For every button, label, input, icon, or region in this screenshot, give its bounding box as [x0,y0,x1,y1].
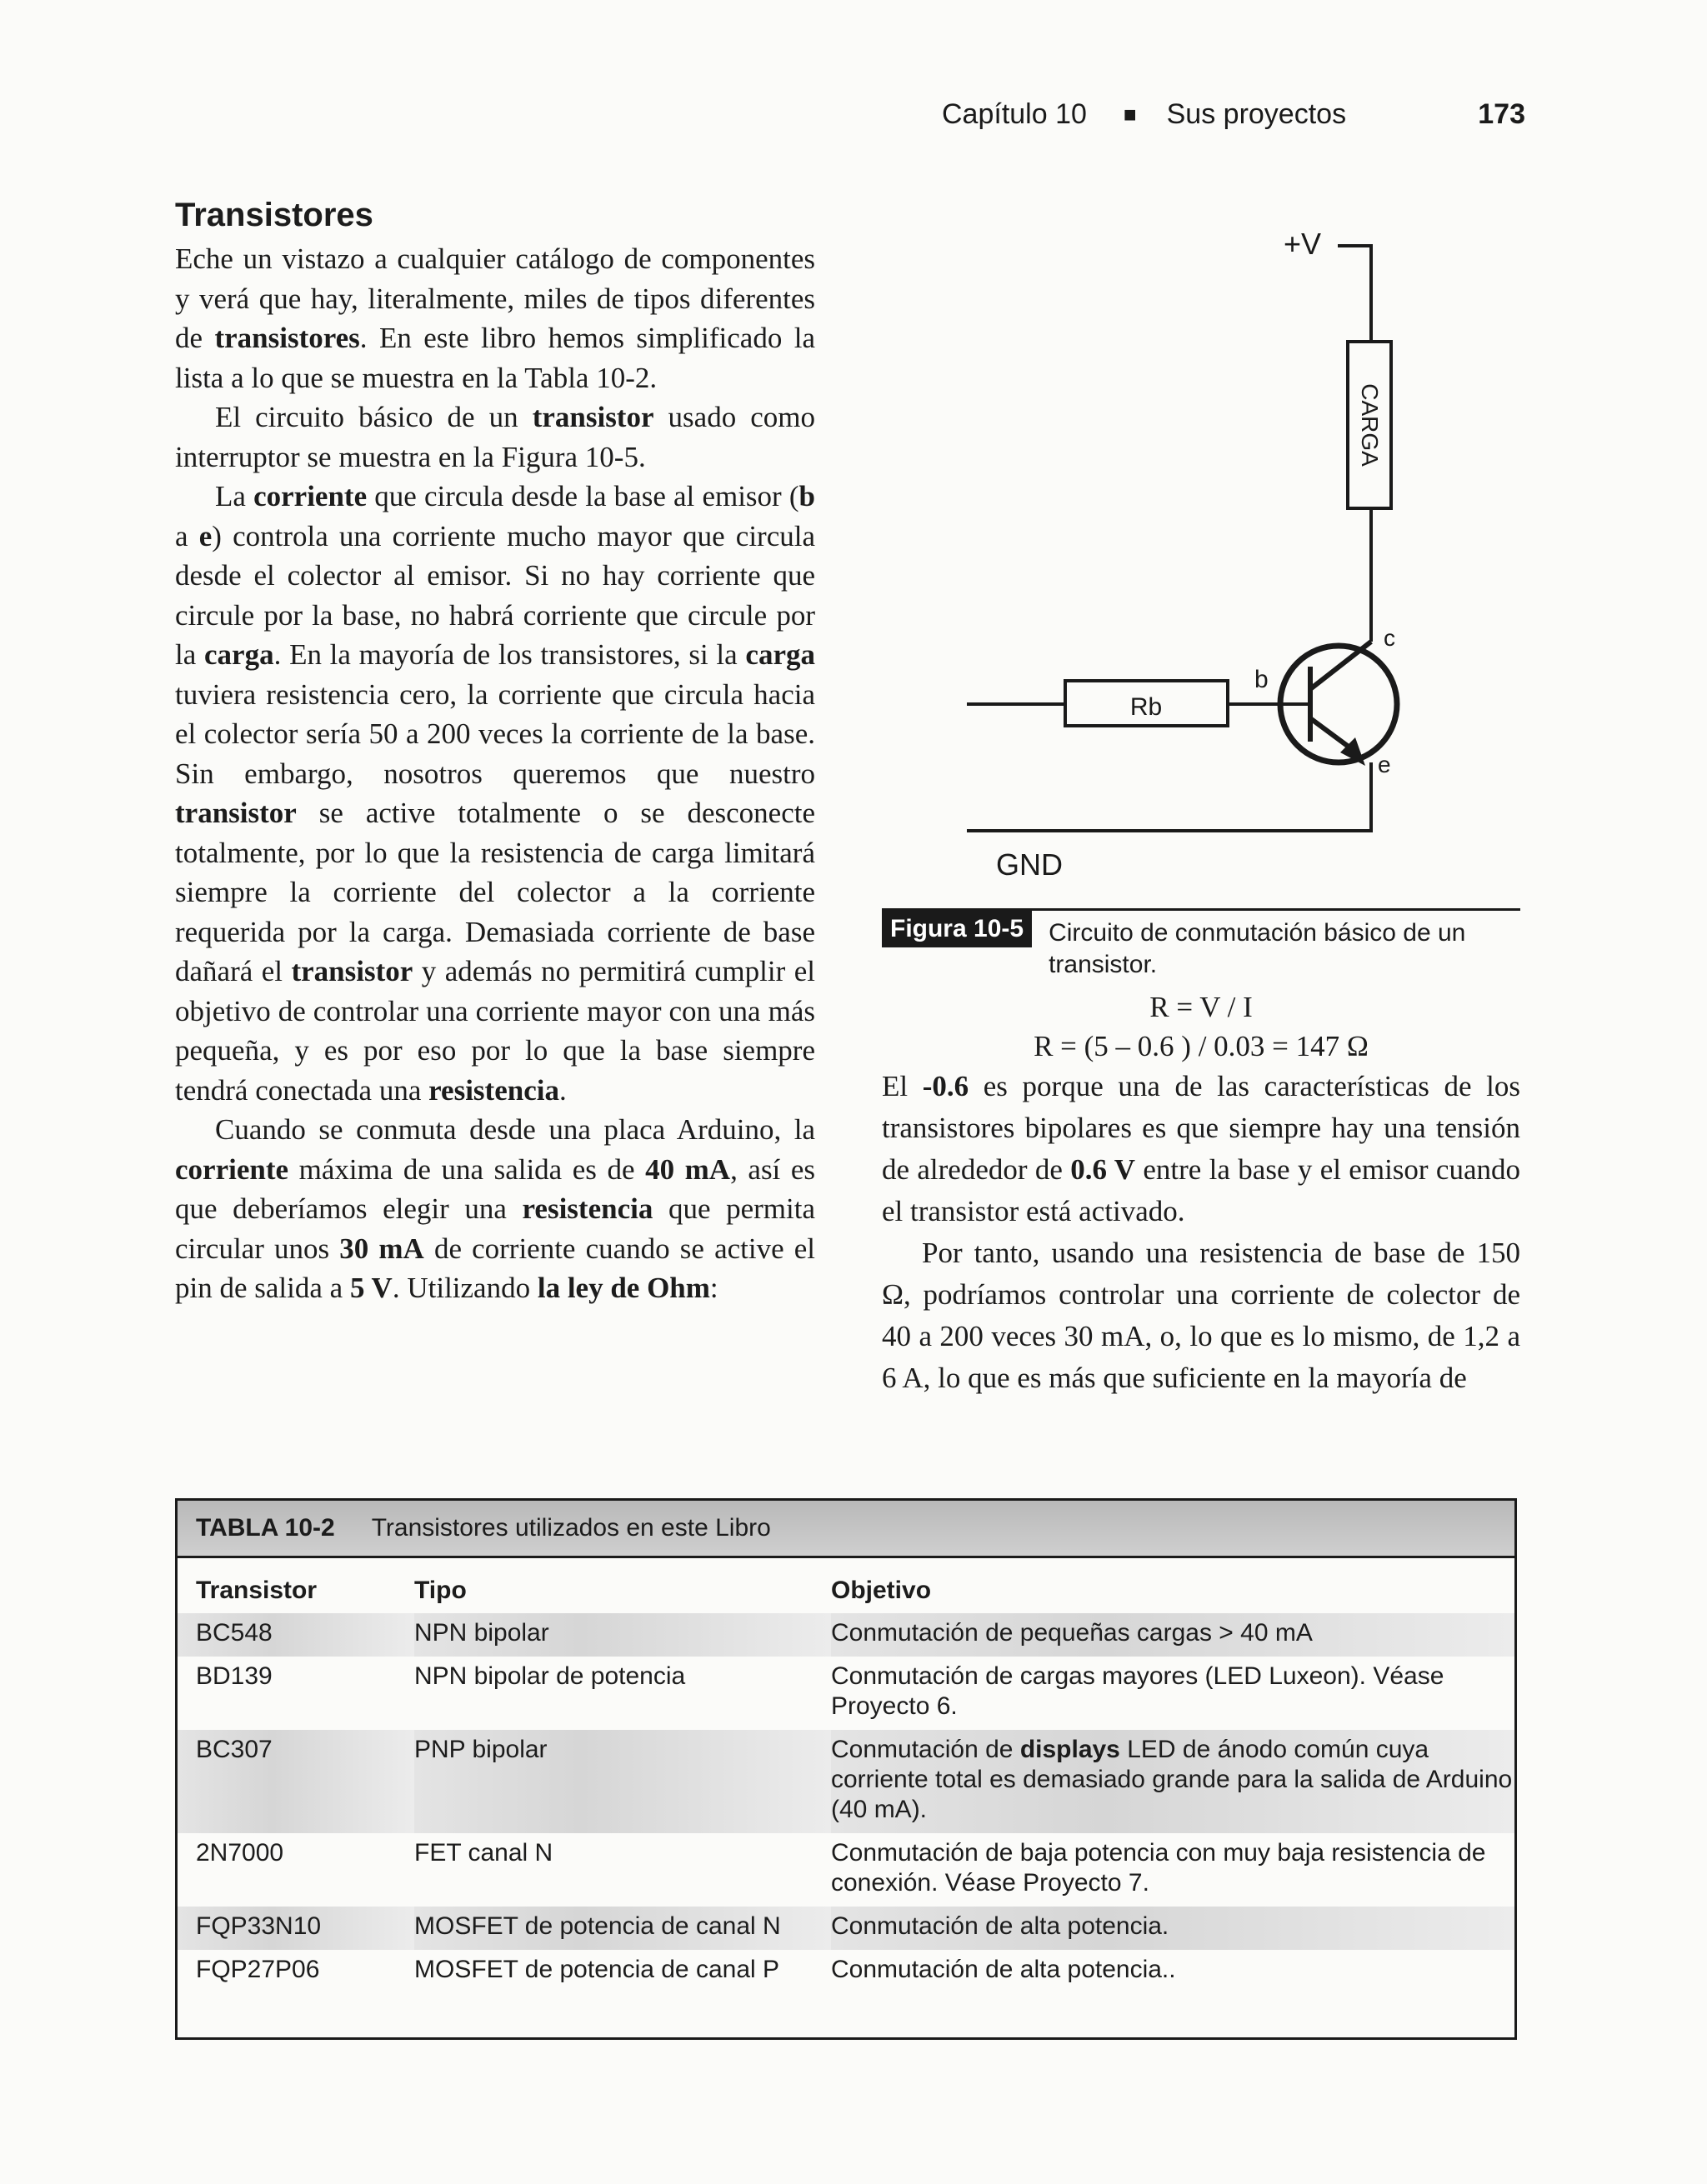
cell-tipo: PNP bipolar [414,1730,831,1833]
table-row [178,1950,1514,1993]
cell-objetivo: Conmutación de displays LED de ánodo común cuya corriente total es demasiado grande para la salida de Arduino (40 mA). [831,1730,1514,1833]
header-separator: ■ [1123,102,1137,127]
table-header-row [178,1558,1514,1613]
supply-label: +V [1284,227,1322,261]
table-row [178,1730,1514,1833]
table-tag: TABLA 10-2 [196,1514,335,1542]
resistor-label: Rb [1129,693,1163,721]
figure-caption [882,908,1520,981]
cell-tipo: FET canal N [414,1839,553,1867]
table-row [178,1833,1514,1907]
cell-transistor: BD139 [196,1662,273,1690]
paragraph: La corriente que circula desde la base al emisor (b a e) controla una corriente mucho mayor que circula desde el colector al emisor. Si no hay corriente que circule por la base, no habrá corriente que circule por la carga. En la mayoría de los transistores, si la carga tuviera resistencia cero, la corriente que circula hacia el colector sería 50 a 200 veces la corriente de la base. Sin embargo, nosotros queremos que nuestro transistor se active totalmente o se desconecte totalmente, por lo que la resistencia de carga limitará siempre la corriente del colector a la corriente requerida por la carga. Demasiada corriente de base dañará el transistor y además no permitirá cumplir el objetivo de controlar una corriente mayor con una más pequeña, y es por eso por lo que la base siempre tendrá conectada una resistencia. [175,480,815,1107]
cell-transistor: FQP33N10 [178,1907,414,1950]
cell-tipo: NPN bipolar [414,1613,831,1657]
column-header: Tipo [414,1577,467,1604]
figure-caption-text: Circuito de conmutación básico de un transistor. [1049,919,1466,978]
paragraph: El circuito básico de un transistor usado como interruptor se muestra en la Figura 10-5. [175,401,816,473]
cell-objetivo: Conmutación de baja potencia con muy baja resistencia de conexión. Véase Proyecto 7. [831,1839,1486,1897]
cell-tipo: MOSFET de potencia de canal P [414,1956,780,1983]
cell-objetivo: Conmutación de pequeñas cargas > 40 mA [831,1613,1514,1657]
transistor-table [175,1498,1517,2040]
table-row [178,1657,1514,1730]
load-label: CARGA [1357,383,1383,467]
column-header: Objetivo [831,1577,932,1604]
section-label: Sus proyectos [1166,98,1347,130]
table-row [178,1907,1514,1950]
cell-tipo: NPN bipolar de potencia [414,1662,686,1690]
column-header: Transistor [196,1577,318,1604]
section-title: Transistores [175,197,373,233]
left-column [175,197,815,1308]
page-number: 173 [1478,98,1525,130]
cell-objetivo: Conmutación de cargas mayores (LED Luxeon). Véase Proyecto 6. [831,1662,1444,1720]
table-header-bar [178,1501,1514,1558]
cell-transistor: FQP27P06 [196,1956,320,1983]
table-row [178,1613,1514,1657]
paragraph: Eche un vistazo a cualquier catálogo de componentes y verá que hay, literalmente, miles de tipos diferentes de transistores. En este libro hemos simplificado la lista a lo que se muestra en la Tabla 10-2. [175,242,815,394]
paragraph: Por tanto, usando una resistencia de base de 150 Ω, podríamos controlar una corriente de colector de 40 a 200 veces 30 mA, o, lo que es lo mismo, de 1,2 a 6 A, lo que es más que suficiente en la mayoría de [882,1237,1520,1394]
paragraph: El -0.6 es porque una de las características de los transistores bipolares es que siempre hay una tensión de alrededor de 0.6 V entre la base y el emisor cuando el transistor está activado. [882,1070,1520,1227]
cell-transistor: BC548 [178,1613,414,1657]
cell-tipo: MOSFET de potencia de canal N [414,1907,831,1950]
cell-transistor: BC307 [178,1730,414,1833]
cell-objetivo: Conmutación de alta potencia.. [831,1956,1176,1983]
right-column [882,987,1520,1399]
emitter-label: e [1378,752,1391,777]
chapter-label: Capítulo 10 [942,98,1087,130]
collector-label: c [1384,625,1395,651]
base-label: b [1254,666,1269,693]
running-head [942,98,1525,131]
circuit-diagram [967,212,1417,896]
table-title: Transistores utilizados en este Libro [371,1514,771,1542]
paragraph: Cuando se conmuta desde una placa Arduino, la corriente máxima de una salida es de 40 mA, así es que deberíamos elegir una resistencia que permita circular unos 30 mA de corriente cuando se active el pin de salida a 5 V. Utilizando la ley de Ohm: [175,1113,816,1304]
table-grid [178,1558,1514,1993]
formula: R = (5 – 0.6 ) / 0.03 = 147 Ω [1034,1030,1369,1062]
figure-caption-label: Figura 10-5 [882,911,1032,947]
ground-label: GND [996,847,1063,882]
cell-transistor: 2N7000 [196,1839,284,1867]
formula: R = V / I [1149,991,1253,1023]
cell-objetivo: Conmutación de alta potencia. [831,1907,1514,1950]
